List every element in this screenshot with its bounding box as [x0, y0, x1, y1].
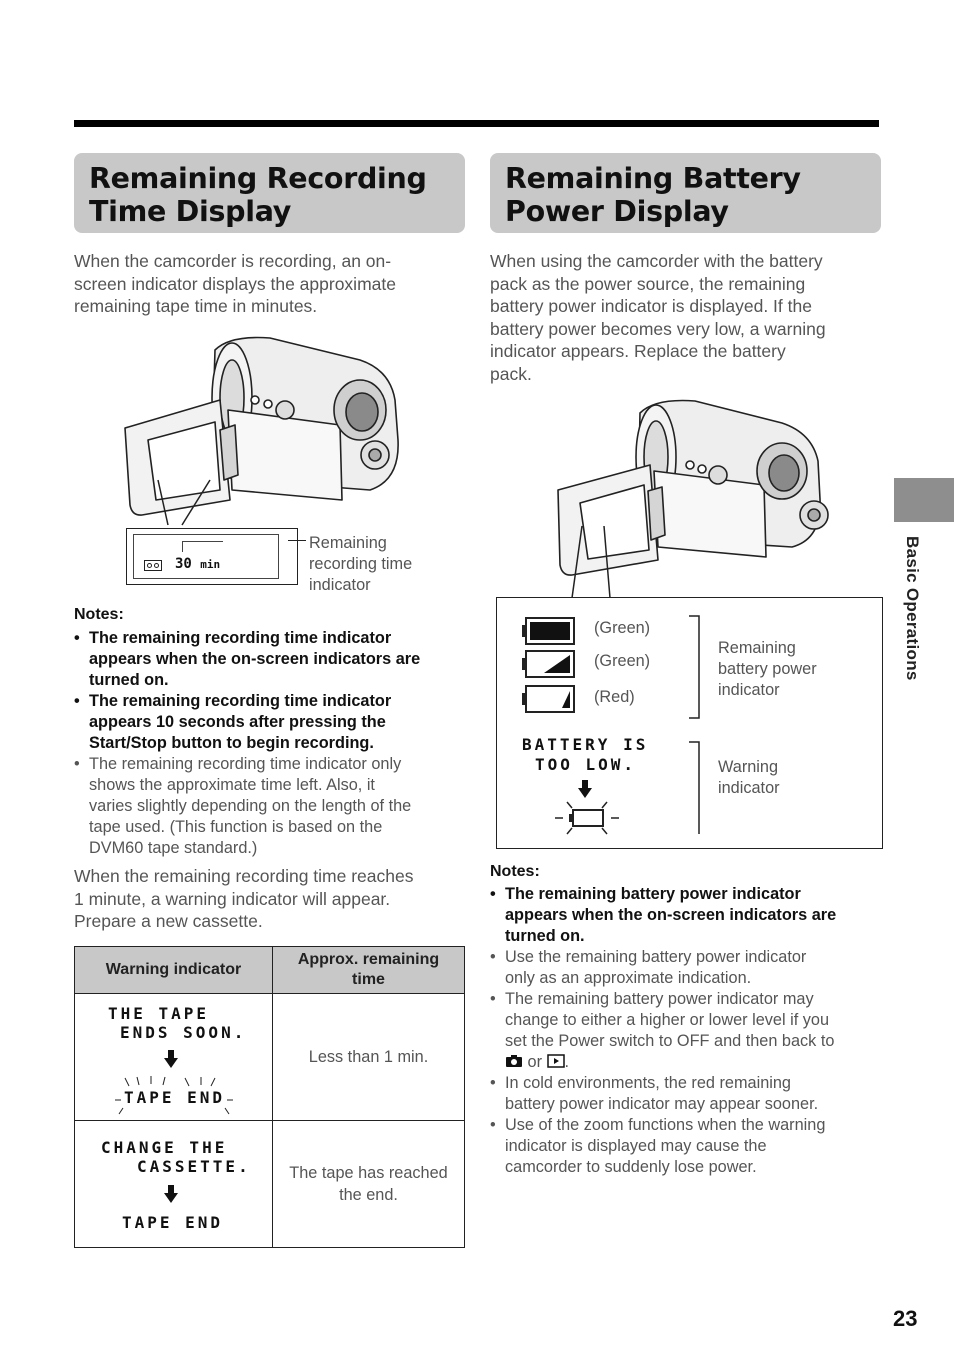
section-header-battery — [490, 153, 881, 233]
page-number: 23 — [893, 1306, 918, 1331]
down-arrow-icon — [578, 780, 592, 798]
note-item: • The remaining recording time indicator appears 10 seconds after pressing the Start/Stop button to begin recording. — [74, 691, 469, 754]
battery-indicator-panel — [496, 597, 883, 849]
note-item: • Use the remaining battery power indicator only as an approximate indication. — [490, 947, 890, 989]
note-item: • The remaining battery power indicator appears when the on-screen indicators are turned on. — [490, 884, 890, 947]
lcd-text: CASSETTE. — [137, 1157, 251, 1176]
notes-list-recording — [74, 628, 469, 859]
section-header-recording — [74, 153, 465, 233]
side-tab-label: Basic Operations — [903, 536, 922, 681]
bracket-lines — [685, 614, 705, 834]
note-item: • Use of the zoom functions when the warning indicator is displayed may cause the camcorder to suddenly lose power. — [490, 1115, 890, 1178]
table-row — [75, 994, 465, 1121]
time-cell-tape-reached-end: The tape has reached the end. — [273, 1121, 465, 1248]
mode-icons-line: or . — [505, 1052, 890, 1073]
note-item: • In cold environments, the red remaining battery power indicator may appear sooner. — [490, 1073, 890, 1115]
callout-leader — [288, 540, 306, 541]
label-warning-indicator: Warning indicator — [718, 758, 780, 797]
down-arrow-icon — [164, 1185, 178, 1203]
section-title-battery: Remaining Battery Power Display — [505, 162, 801, 228]
recording-closing: When the remaining recording time reaches 1 minute, a warning indicator will appear. Prepare a new cassette. — [74, 866, 414, 931]
lcd-text: TAPE END — [124, 1088, 226, 1107]
warning-cell-change-cassette — [75, 1121, 273, 1248]
warning-lcd-line1: BATTERY IS — [522, 735, 649, 754]
battery-level-icons — [522, 616, 578, 716]
recording-lcd-screen — [126, 528, 298, 585]
battery-intro: When using the camcorder with the battery pack as the power source, the remaining battery power indicator is displayed. If the battery power becomes very low, a warning indicator appears. Replace the battery pack. — [490, 251, 826, 384]
warning-cell-tape-ends — [75, 994, 273, 1121]
note-item: • The remaining battery power indicator may change to either a higher or lower level if you set the Power switch to OFF and then back to or . — [490, 989, 890, 1073]
battery-color-green-mid: (Green) — [594, 652, 651, 670]
remaining-time-indicator: 30 min — [175, 556, 221, 572]
table-header-row — [75, 947, 465, 994]
battery-color-red-low: (Red) — [594, 688, 635, 706]
lcd-text: CHANGE THE — [101, 1138, 228, 1157]
play-icon — [547, 1054, 565, 1068]
warning-table — [74, 946, 465, 1248]
down-arrow-icon — [164, 1050, 178, 1068]
notes-title-battery: Notes: — [490, 863, 540, 880]
label-remaining-battery: Remaining battery power indicator — [718, 639, 817, 699]
note-item: • The remaining recording time indicator only shows the approximate time left. Also, it varies slightly depending on the length of the tape used. (This function is based on the DVM60 tape standard.) — [74, 754, 469, 859]
note-item: • The remaining recording time indicator appears when the on-screen indicators are turned on. — [74, 628, 469, 691]
side-tab-marker — [894, 478, 954, 522]
camera-icon — [505, 1054, 523, 1068]
battery-color-green-full: (Green) — [594, 619, 651, 637]
table-row — [75, 1121, 465, 1248]
lcd-text: THE TAPE — [108, 1004, 210, 1023]
tape-icon — [144, 560, 162, 571]
callout-remaining-recording: Remaining recording time indicator — [309, 534, 413, 594]
lcd-text: ENDS SOON. — [120, 1023, 247, 1042]
section-title-recording: Remaining Recording Time Display — [89, 162, 427, 228]
time-cell-less-than-minute: Less than 1 min. — [273, 994, 465, 1121]
recording-intro: When the camcorder is recording, an on- screen indicator displays the approximate remaining tape time in minutes. — [74, 251, 396, 316]
notes-title-recording: Notes: — [74, 606, 124, 623]
blinking-battery-icon — [555, 800, 619, 836]
lcd-guide-line — [182, 541, 223, 552]
header-remaining-time: Approx. remaining time — [273, 947, 465, 994]
warning-lcd-line2: TOO LOW. — [535, 755, 637, 774]
top-rule — [74, 120, 879, 127]
callout-pointer — [560, 520, 640, 600]
notes-list-battery — [490, 884, 890, 1178]
header-warning-indicator: Warning indicator — [75, 947, 273, 994]
lcd-text: TAPE END — [122, 1213, 224, 1232]
